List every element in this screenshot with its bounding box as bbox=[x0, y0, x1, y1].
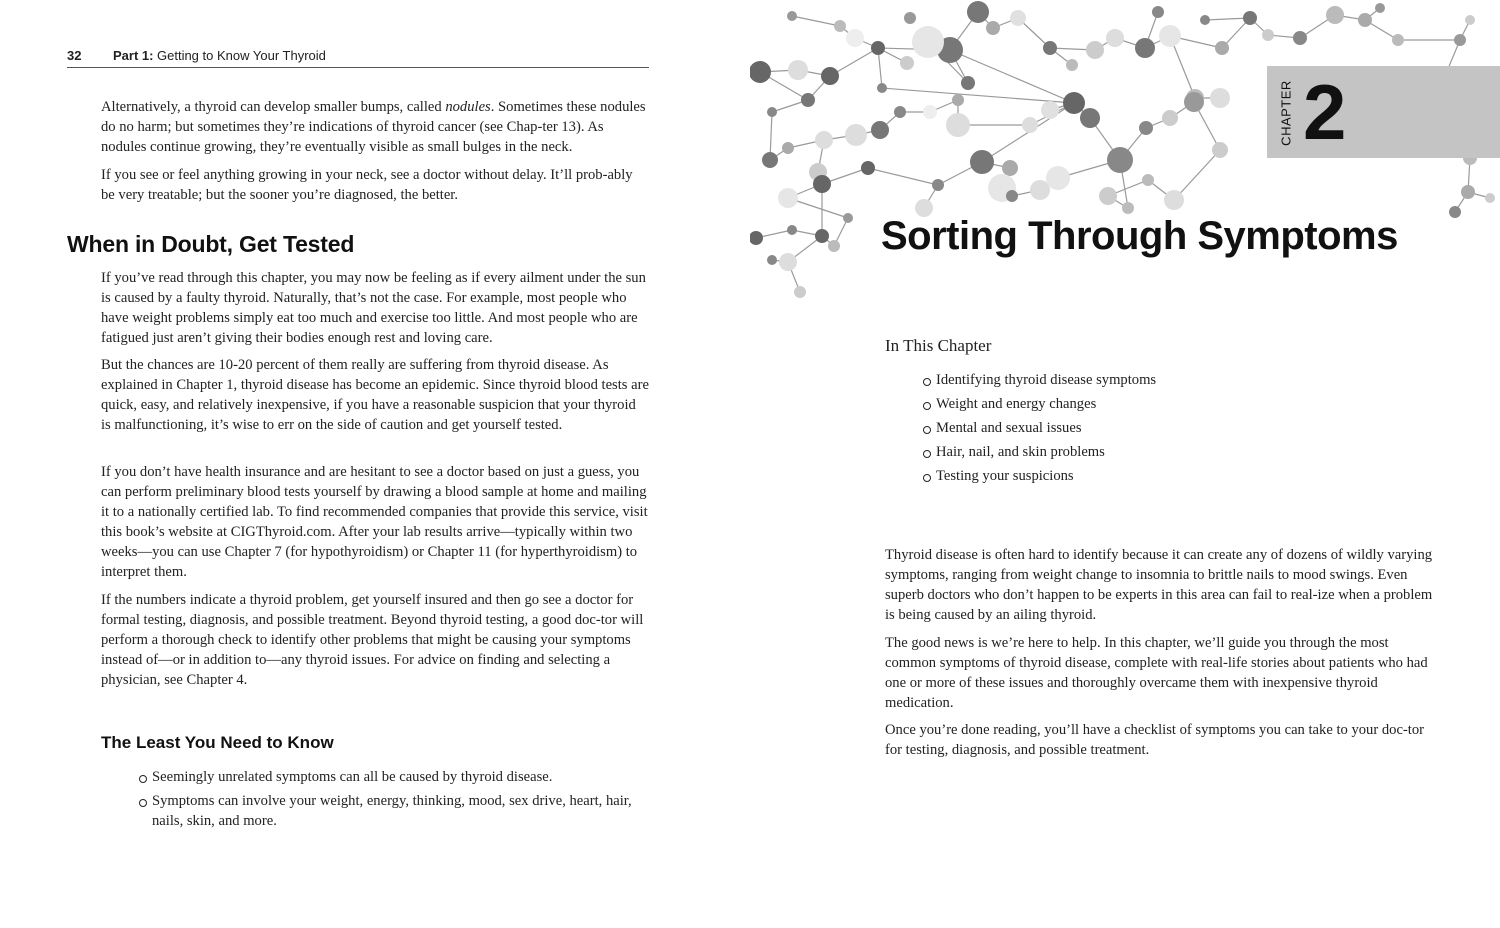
bullet-circle-icon bbox=[139, 775, 147, 783]
network-node bbox=[1086, 41, 1104, 59]
network-node bbox=[750, 61, 771, 83]
network-node bbox=[767, 255, 777, 265]
chapter-number: 2 bbox=[1303, 68, 1347, 156]
network-node bbox=[1465, 15, 1475, 25]
network-node bbox=[1122, 202, 1134, 214]
part-title: Getting to Know Your Thyroid bbox=[157, 48, 326, 63]
network-node bbox=[787, 225, 797, 235]
network-node bbox=[834, 20, 846, 32]
chapter-label bbox=[1278, 82, 1294, 144]
network-node bbox=[787, 11, 797, 21]
network-node bbox=[815, 131, 833, 149]
network-node bbox=[1485, 193, 1495, 203]
chapter-tab bbox=[1267, 66, 1500, 158]
network-node bbox=[801, 93, 815, 107]
network-node bbox=[1461, 185, 1475, 199]
bullet-circle-icon bbox=[923, 450, 931, 458]
page-number: 32 bbox=[67, 48, 82, 63]
list-item-text: Identifying thyroid disease symptoms bbox=[936, 372, 1157, 388]
network-node bbox=[821, 67, 839, 85]
intro-paragraph-2: If you see or feel anything growing in your neck, see a doctor without delay. It’ll prob-ably be very treatable; but the sooner you’re diagnosed, the better. bbox=[101, 167, 633, 203]
intro-paragraph-1 bbox=[101, 97, 649, 157]
network-node bbox=[912, 26, 944, 58]
list-item bbox=[922, 466, 1322, 486]
network-node bbox=[779, 253, 797, 271]
list-item bbox=[138, 791, 648, 831]
network-node bbox=[1326, 6, 1344, 24]
network-node bbox=[1243, 11, 1257, 25]
network-node bbox=[1106, 29, 1124, 47]
chapter-topics-list bbox=[922, 370, 1322, 490]
list-item-text: Testing your suspicions bbox=[936, 468, 1074, 484]
bullet-circle-icon bbox=[139, 799, 147, 807]
least-you-need-heading: The Least You Need to Know bbox=[101, 733, 334, 752]
network-node bbox=[894, 106, 906, 118]
section-paragraph-1: If you’ve read through this chapter, you may now be feeling as if every ailment under the sun is caused by a faulty thyroid. Naturally, that’s not the case. For example, most people who have weight problems simply eat too much and exercise too little. And most people who are fatigued just aren’t giving their bodies enough rest and loving care. bbox=[101, 270, 646, 346]
network-node bbox=[923, 105, 937, 119]
list-item bbox=[922, 418, 1322, 438]
network-connector bbox=[1174, 150, 1220, 200]
network-node bbox=[767, 107, 777, 117]
network-node bbox=[762, 152, 778, 168]
network-node bbox=[1200, 15, 1210, 25]
right-page bbox=[750, 0, 1500, 928]
network-node bbox=[1041, 101, 1059, 119]
network-node bbox=[1449, 206, 1461, 218]
list-item bbox=[922, 442, 1322, 462]
list-item bbox=[922, 394, 1322, 414]
network-node bbox=[967, 1, 989, 23]
bullet-circle-icon bbox=[923, 474, 931, 482]
network-node bbox=[1210, 88, 1230, 108]
network-node bbox=[1107, 147, 1133, 173]
network-node bbox=[778, 188, 798, 208]
running-header bbox=[67, 47, 649, 68]
list-item bbox=[138, 767, 648, 787]
network-node bbox=[750, 231, 763, 245]
network-node bbox=[828, 240, 840, 252]
least-you-need-list bbox=[138, 767, 648, 835]
network-node bbox=[1215, 41, 1229, 55]
list-item-text: Mental and sexual issues bbox=[936, 420, 1082, 436]
network-node bbox=[1022, 117, 1038, 133]
network-node bbox=[1006, 190, 1018, 202]
section-paragraph-2: But the chances are 10-20 percent of them really are suffering from thyroid disease. As explained in Chapter 1, thyroid disease has become an epidemic. Since thyroid blood tests are quick, easy, and relatively inexpensive, if you have a reasonable suspicion that your thyroid is malfunctioning, it’s wise to err on the side of caution and get yourself tested. bbox=[101, 357, 649, 433]
network-node bbox=[1046, 166, 1070, 190]
network-node bbox=[813, 175, 831, 193]
list-item-text: Weight and energy changes bbox=[936, 396, 1097, 412]
section-heading: When in Doubt, Get Tested bbox=[67, 231, 355, 257]
network-node bbox=[932, 179, 944, 191]
list-item-text: Symptoms can involve your weight, energy, thinking, mood, sex drive, heart, hair, nails, skin, and more. bbox=[152, 793, 632, 829]
network-connector bbox=[792, 16, 840, 26]
network-node bbox=[871, 41, 885, 55]
chapter-word: CHAPTER bbox=[1278, 80, 1294, 146]
chapter-paragraph-3: Once you’re done reading, you’ll have a checklist of symptoms you can take to your doc-tor for testing, diagnosis, and possible treatment. bbox=[885, 722, 1424, 758]
list-item-text: Hair, nail, and skin problems bbox=[936, 444, 1105, 460]
network-node bbox=[1135, 38, 1155, 58]
nodules-term: nodules bbox=[445, 99, 491, 115]
network-node bbox=[843, 213, 853, 223]
network-node bbox=[900, 56, 914, 70]
intro-text-after: . Sometimes these nodules do no harm; but sometimes they’re indications of thyroid cancer (see Chap-ter 13). As nodules continue growing, they’re eventually visible as small bulges in the neck. bbox=[101, 99, 646, 155]
network-node bbox=[1099, 187, 1117, 205]
intro-text-before: Alternatively, a thyroid can develop smaller bumps, called bbox=[101, 99, 446, 115]
network-node bbox=[871, 121, 889, 139]
network-node bbox=[846, 29, 864, 47]
network-node bbox=[1262, 29, 1274, 41]
network-node bbox=[1142, 174, 1154, 186]
network-connector bbox=[868, 168, 938, 185]
network-node bbox=[946, 113, 970, 137]
network-node bbox=[1184, 92, 1204, 112]
network-node bbox=[1162, 110, 1178, 126]
list-item-text: Seemingly unrelated symptoms can all be caused by thyroid disease. bbox=[152, 769, 553, 785]
section-paragraph-3: If you don’t have health insurance and are hesitant to see a doctor based on just a guess, you can perform preliminary blood tests yourself by drawing a blood sample at home and mailing it to a nationally certified lab. To find recommended companies that provide this service, visit this book’s website at CIGThyroid.com. After your lab results arrive—typically within two weeks—you can use Chapter 7 (for hypothyroidism) or Chapter 11 (for hyperthyroidism) to interpret them. bbox=[101, 464, 648, 580]
network-node bbox=[1152, 6, 1164, 18]
network-node bbox=[1293, 31, 1307, 45]
chapter-paragraph-1: Thyroid disease is often hard to identify because it can create any of dozens of wildly varying symptoms, ranging from weight change to insomnia to brittle nails to mood swings. Even superb doctors who don’t happen to be experts in this area can fail to real-ize when a problem is being caused by an ailing thyroid. bbox=[885, 547, 1433, 623]
network-node bbox=[861, 161, 875, 175]
network-node bbox=[815, 229, 829, 243]
chapter-paragraph-2: The good news is we’re here to help. In this chapter, we’ll guide you through the most common symptoms of thyroid disease, complete with real-life stories about patients who had one or more of these issues and thoroughly overcame them with inexpensive thyroid medication. bbox=[885, 635, 1428, 711]
network-node bbox=[986, 21, 1000, 35]
network-node bbox=[970, 150, 994, 174]
network-node bbox=[1030, 180, 1050, 200]
network-node bbox=[1139, 121, 1153, 135]
network-node bbox=[794, 286, 806, 298]
network-node bbox=[1375, 3, 1385, 13]
network-node bbox=[952, 94, 964, 106]
network-node bbox=[1002, 160, 1018, 176]
network-node bbox=[788, 60, 808, 80]
bullet-circle-icon bbox=[923, 426, 931, 434]
network-node bbox=[877, 83, 887, 93]
network-node bbox=[1010, 10, 1026, 26]
network-node bbox=[782, 142, 794, 154]
network-node bbox=[845, 124, 867, 146]
network-node bbox=[961, 76, 975, 90]
in-this-chapter-heading: In This Chapter bbox=[885, 336, 992, 355]
bullet-circle-icon bbox=[923, 402, 931, 410]
network-node bbox=[1212, 142, 1228, 158]
part-label: Part 1: bbox=[113, 48, 154, 63]
network-node bbox=[1164, 190, 1184, 210]
network-node bbox=[1063, 92, 1085, 114]
network-node bbox=[1159, 25, 1181, 47]
network-node bbox=[1392, 34, 1404, 46]
network-node bbox=[904, 12, 916, 24]
network-node bbox=[1080, 108, 1100, 128]
network-node bbox=[1043, 41, 1057, 55]
list-item bbox=[922, 370, 1322, 390]
network-node bbox=[1066, 59, 1078, 71]
network-node bbox=[1358, 13, 1372, 27]
chapter-title: Sorting Through Symptoms bbox=[881, 214, 1398, 258]
network-node bbox=[1454, 34, 1466, 46]
section-paragraph-4: If the numbers indicate a thyroid problem, get yourself insured and then go see a doctor for formal testing, diagnosis, and possible treatment. Beyond thyroid testing, a good doc-tor will perform a thorough check to identify other problems that might be causing your symptoms instead of—or in addition to—any thyroid issues. For advice on finding and selecting a physician, see Chapter 4. bbox=[101, 592, 644, 688]
bullet-circle-icon bbox=[923, 378, 931, 386]
